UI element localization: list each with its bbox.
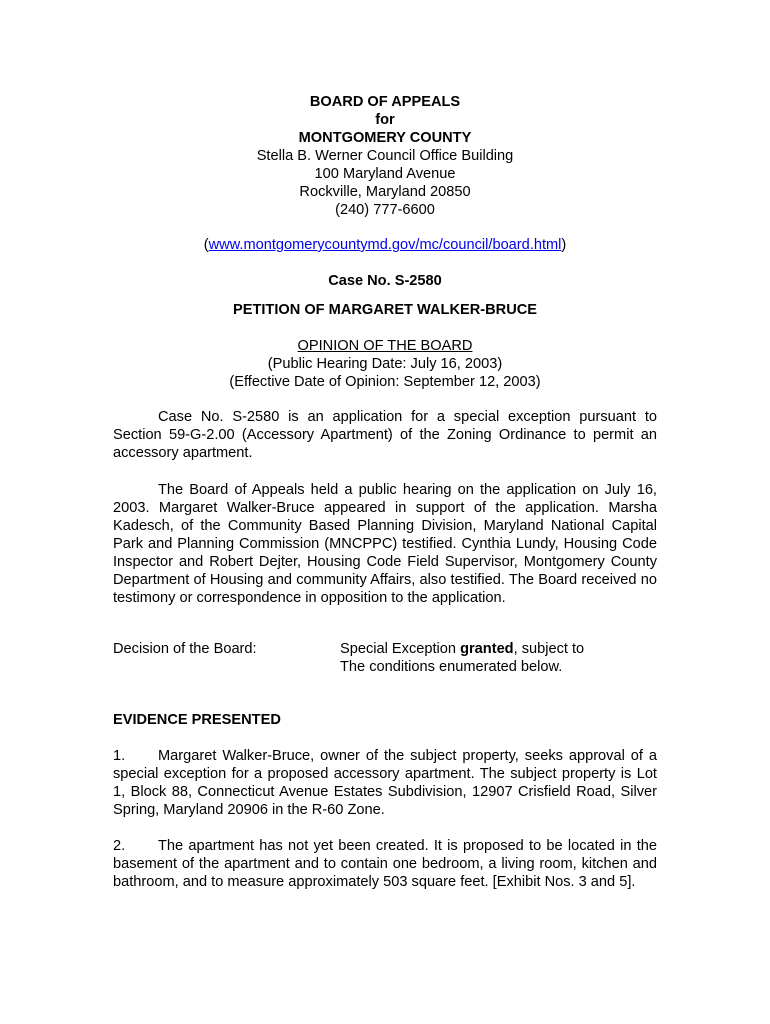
paragraph-intro (113, 408, 657, 462)
paragraph-text: The Board of Appeals held a public hearing on the application on July 16, 2003. Margaret Walker-Bruce appeared in support of the application. Marsha Kadesch, of the Community Based Planning Division, Maryland National Capital Park and Planning Commission (MNCPPC) testified. Cynthia Lundy, Housing Code Inspector and Robert Dejter, Housing Code Field Supervisor, Montgomery County Department of Housing and community Affairs, also testified. The Board received no testimony or correspondence in opposition to the application. (113, 482, 657, 606)
phone-number: (240) 777-6600 (335, 202, 435, 218)
url-open-paren: ( (203, 237, 209, 253)
decision-granted: granted (460, 641, 514, 657)
board-name: BOARD OF APPEALS (309, 94, 461, 110)
evidence-item (113, 837, 657, 891)
url-close-paren: ) (561, 237, 567, 253)
decision-label: Decision of the Board: (113, 641, 257, 657)
website-line (0, 236, 770, 254)
letterhead (0, 93, 770, 219)
county-name: MONTGOMERY COUNTY (298, 130, 472, 146)
evidence-item-text: Margaret Walker-Bruce, owner of the subject property, seeks approval of a special exception for a proposed accessory apartment. The subject property is Lot 1, Block 88, Connecticut Avenue Estates Subdivision, 12907 Crisfield Road, Silver Spring, Maryland 20906 in the R-60 Zone. (113, 748, 657, 818)
evidence-item-text: The apartment has not yet been created. It is proposed to be located in the basement of the apartment and to contain one bedroom, a living room, kitchen and bathroom, and to measure approximately 503 square feet. [Exhibit Nos. 3 and 5]. (113, 838, 657, 890)
opinion-block (0, 337, 770, 391)
paragraph-text: Case No. S-2580 is an application for a special exception pursuant to Section 59-G-2.00 (Accessory Apartment) of the Zoning Ordinance to permit an accessory apartment. (113, 409, 657, 461)
decision-line-1 (340, 640, 584, 658)
petition-title: PETITION OF MARGARET WALKER-BRUCE (232, 302, 538, 318)
effective-date: (Effective Date of Opinion: September 12, 2003) (229, 374, 541, 390)
decision-line-2: The conditions enumerated below. (340, 659, 563, 675)
decision-prefix: Special Exception (340, 641, 461, 657)
board-for: for (375, 112, 395, 128)
evidence-item-number: 1. (113, 748, 126, 764)
evidence-item-number: 2. (113, 838, 126, 854)
decision-value (340, 640, 584, 676)
decision-suffix: , subject to (513, 641, 585, 657)
paragraph-hearing (113, 481, 657, 607)
building-name: Stella B. Werner Council Office Building (256, 148, 514, 164)
city-address: Rockville, Maryland 20850 (299, 184, 471, 200)
case-number: Case No. S-2580 (328, 273, 442, 289)
evidence-heading: EVIDENCE PRESENTED (113, 712, 281, 728)
street-address: 100 Maryland Avenue (314, 166, 456, 182)
opinion-title: OPINION OF THE BOARD (297, 338, 473, 354)
hearing-date: (Public Hearing Date: July 16, 2003) (267, 356, 503, 372)
evidence-item (113, 747, 657, 819)
website-link[interactable]: www.montgomerycountymd.gov/mc/council/board.html (208, 237, 562, 253)
